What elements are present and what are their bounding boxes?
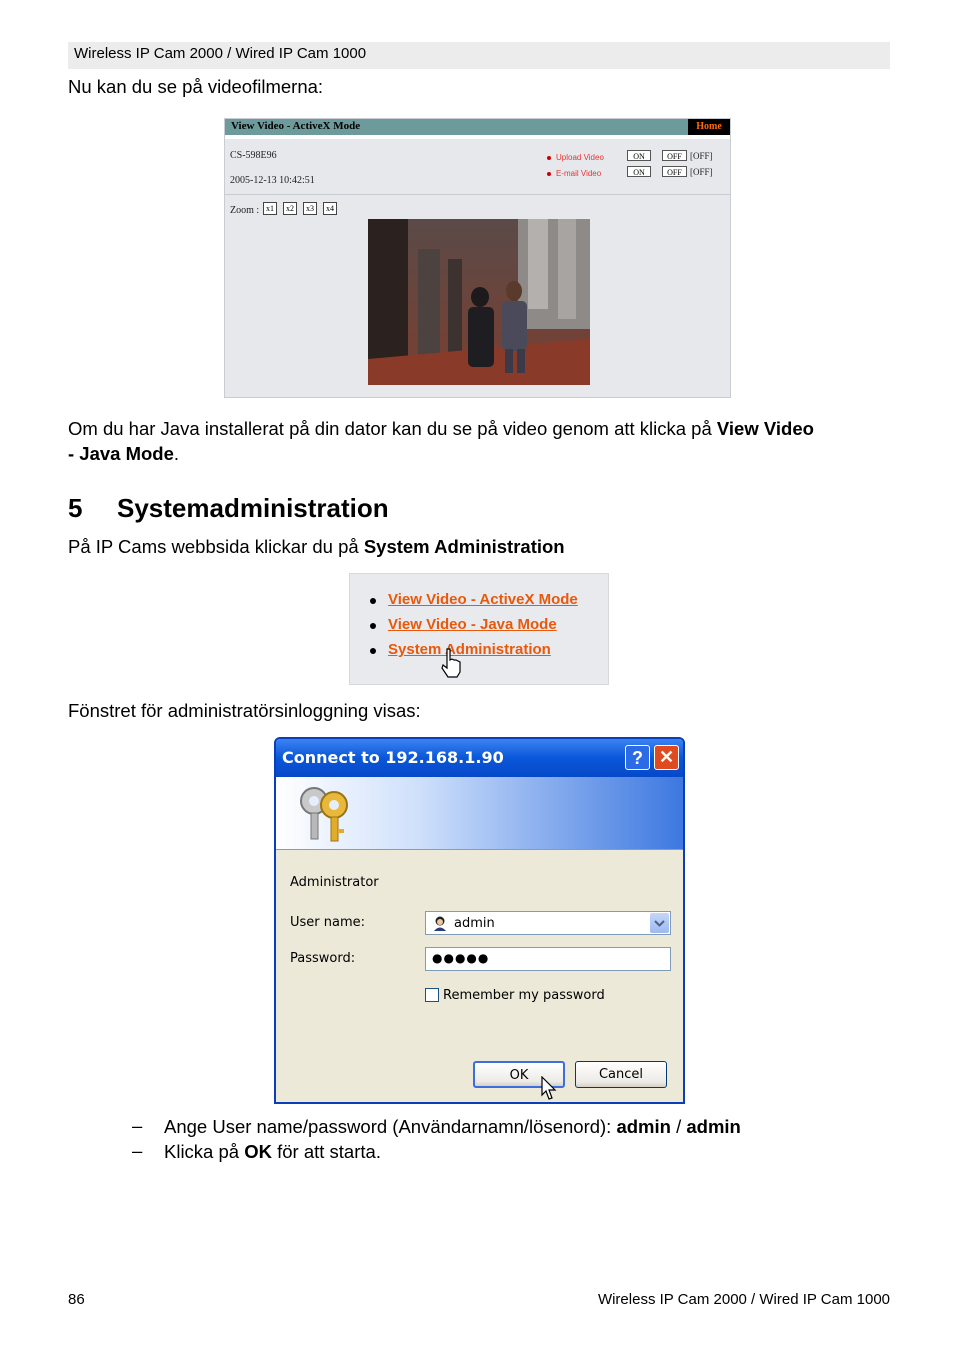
bullet-dash: – xyxy=(132,1115,143,1136)
upload-state: [OFF] xyxy=(690,151,713,161)
sysadmin-paragraph: På IP Cams webbsida klickar du på System Administration xyxy=(68,536,565,557)
remember-checkbox[interactable] xyxy=(425,988,439,1002)
username-field[interactable] xyxy=(425,911,671,935)
help-button[interactable]: ? xyxy=(625,745,650,770)
zoom-x1-button[interactable]: x1 xyxy=(263,202,277,215)
links-screenshot xyxy=(349,573,609,685)
camera-id: CS-598E96 xyxy=(230,150,277,161)
close-button[interactable]: ✕ xyxy=(654,745,679,770)
activex-title-bar xyxy=(225,119,730,135)
dialog-title: Connect to 192.168.1.90 xyxy=(282,748,504,767)
password-label: Password: xyxy=(290,951,356,966)
timestamp: 2005-12-13 10:42:51 xyxy=(230,175,315,186)
dialog-banner xyxy=(276,777,683,850)
system-administration-link[interactable]: System Administration xyxy=(388,641,551,658)
page-number: 86 xyxy=(68,1291,85,1308)
username-label: User name: xyxy=(290,915,366,930)
bullet-dot xyxy=(370,598,376,604)
email-off-button[interactable]: OFF xyxy=(662,166,687,177)
zoom-x2-button[interactable]: x2 xyxy=(283,202,297,215)
username-value: admin xyxy=(454,916,495,931)
login-intro-text: Fönstret för administratörsinloggning visas: xyxy=(68,700,421,721)
intro-text: Nu kan du se på videofilmerna: xyxy=(68,76,324,97)
realm-label: Administrator xyxy=(290,875,379,890)
upload-off-button[interactable]: OFF xyxy=(662,150,687,161)
upload-video-link[interactable]: Upload Video xyxy=(556,153,604,162)
hand-cursor-icon xyxy=(440,648,462,678)
header-text: Wireless IP Cam 2000 / Wired IP Cam 1000 xyxy=(74,45,367,62)
arrow-cursor-icon xyxy=(541,1076,557,1102)
bullet-dot xyxy=(547,156,551,160)
bullet-credentials: Ange User name/password (Användarnamn/lösenord): admin / admin xyxy=(164,1116,741,1137)
email-state: [OFF] xyxy=(690,167,713,177)
password-value: ●●●●● xyxy=(432,951,490,965)
section-title: Systemadministration xyxy=(117,493,389,523)
view-video-activex-link[interactable]: View Video - ActiveX Mode xyxy=(388,591,578,608)
remember-label: Remember my password xyxy=(443,988,605,1003)
bullet-dash: – xyxy=(132,1140,143,1161)
chevron-down-icon[interactable] xyxy=(650,913,669,933)
activex-screenshot xyxy=(224,118,731,398)
home-link[interactable]: Home xyxy=(688,119,730,135)
zoom-x3-button[interactable]: x3 xyxy=(303,202,317,215)
keys-icon xyxy=(294,783,358,845)
java-mode-paragraph: Om du har Java installerat på din dator kan du se på video genom att klicka på View Video - Java Mode. xyxy=(68,418,814,464)
email-on-button[interactable]: ON xyxy=(627,166,651,177)
cancel-button[interactable]: Cancel xyxy=(575,1061,667,1088)
bullet-dot xyxy=(370,648,376,654)
dialog-title-bar xyxy=(276,739,683,777)
zoom-label: Zoom : xyxy=(230,205,260,216)
bullet-ok: Klicka på OK för att starta. xyxy=(164,1141,381,1162)
upload-on-button[interactable]: ON xyxy=(627,150,651,161)
zoom-x4-button[interactable]: x4 xyxy=(323,202,337,215)
view-video-java-link[interactable]: View Video - Java Mode xyxy=(388,616,557,633)
login-dialog xyxy=(274,737,685,1104)
user-icon xyxy=(432,915,448,931)
activex-title: View Video - ActiveX Mode xyxy=(231,120,361,132)
password-field[interactable] xyxy=(425,947,671,971)
video-frame xyxy=(368,219,590,385)
bullet-dot xyxy=(370,623,376,629)
footer-text: Wireless IP Cam 2000 / Wired IP Cam 1000 xyxy=(597,1291,890,1308)
section-number: 5 xyxy=(68,493,83,523)
email-video-link[interactable]: E-mail Video xyxy=(556,169,602,178)
ok-button[interactable]: OK xyxy=(473,1061,565,1088)
bullet-dot xyxy=(547,172,551,176)
